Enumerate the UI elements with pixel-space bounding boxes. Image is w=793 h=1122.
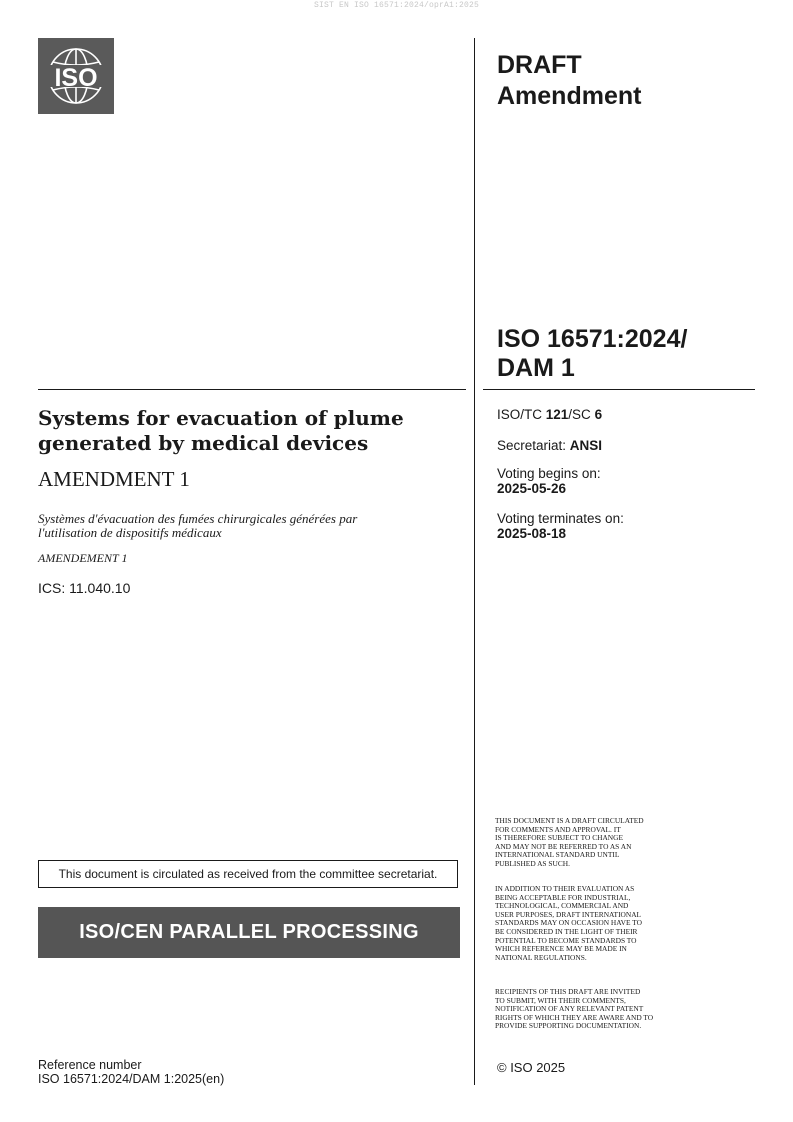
secretariat-label: Secretariat: bbox=[497, 438, 570, 453]
voting-ends-label: Voting terminates on: bbox=[497, 511, 624, 526]
disclaimer-paragraph-3 bbox=[495, 988, 695, 1031]
parallel-processing-banner: ISO/CEN PARALLEL PROCESSING bbox=[38, 907, 460, 958]
disclaimer-line: POTENTIAL TO BECOME STANDARDS TO bbox=[495, 935, 637, 945]
amendment-line: Amendment bbox=[497, 82, 642, 110]
disclaimer-line: BE CONSIDERED IN THE LIGHT OF THEIR bbox=[495, 926, 638, 936]
disclaimer-line: IN ADDITION TO THEIR EVALUATION AS bbox=[495, 884, 635, 893]
sc-prefix: /SC bbox=[568, 407, 595, 422]
disclaimer-line: USER PURPOSES, DRAFT INTERNATIONAL bbox=[495, 909, 642, 919]
standard-number-line1: ISO 16571:2024/ bbox=[497, 325, 688, 353]
disclaimer-line: FOR COMMENTS AND APPROVAL. IT bbox=[495, 824, 621, 834]
disclaimer-line: TO SUBMIT, WITH THEIR COMMENTS, bbox=[495, 995, 626, 1005]
secretariat-info bbox=[497, 438, 602, 453]
voting-begins-label: Voting begins on: bbox=[497, 466, 601, 481]
disclaimer-paragraph-1 bbox=[495, 817, 695, 869]
disclaimer-line: PROVIDE SUPPORTING DOCUMENTATION. bbox=[495, 1021, 642, 1031]
standard-number-line2: DAM 1 bbox=[497, 354, 575, 382]
draft-heading bbox=[497, 50, 641, 112]
disclaimer-line: RECIPIENTS OF THIS DRAFT ARE INVITED bbox=[495, 987, 641, 996]
committee-info bbox=[497, 407, 602, 422]
committee-prefix: ISO/TC bbox=[497, 407, 546, 422]
disclaimer-line: WHICH REFERENCE MAY BE MADE IN bbox=[495, 944, 627, 954]
voting-begins bbox=[497, 466, 601, 496]
french-title-line1: Systèmes d'évacuation des fumées chirurgicales générées par bbox=[38, 511, 358, 526]
amendment-label: AMENDMENT 1 bbox=[38, 467, 190, 491]
left-divider bbox=[38, 389, 466, 390]
draft-line: DRAFT bbox=[497, 51, 582, 79]
french-amendment-label: AMENDEMENT 1 bbox=[38, 551, 128, 565]
disclaimer-line: THIS DOCUMENT IS A DRAFT CIRCULATED bbox=[495, 816, 644, 825]
voting-ends-date: 2025-08-18 bbox=[497, 526, 567, 541]
voting-terminates bbox=[497, 511, 624, 541]
sc-number: 6 bbox=[594, 407, 603, 422]
reference-label: Reference number bbox=[38, 1058, 142, 1072]
standard-number bbox=[497, 325, 687, 383]
secretariat-value: ANSI bbox=[569, 438, 603, 453]
french-title bbox=[38, 512, 458, 540]
disclaimer-line: NOTIFICATION OF ANY RELEVANT PATENT bbox=[495, 1004, 644, 1014]
voting-begins-date: 2025-05-26 bbox=[497, 481, 567, 496]
disclaimer-line: IS THEREFORE SUBJECT TO CHANGE bbox=[495, 833, 623, 843]
disclaimer-paragraph-2 bbox=[495, 885, 695, 962]
iso-logo bbox=[38, 38, 114, 114]
circulation-notice: This document is circulated as received from the committee secretariat. bbox=[38, 860, 458, 888]
iso-logo-text: ISO bbox=[54, 64, 98, 92]
vertical-divider bbox=[474, 38, 475, 1085]
disclaimer-line: NATIONAL REGULATIONS. bbox=[495, 952, 587, 962]
title-line2: generated by medical devices bbox=[38, 431, 369, 455]
copyright: © ISO 2025 bbox=[497, 1060, 566, 1075]
disclaimer-line: RIGHTS OF WHICH THEY ARE AWARE AND TO bbox=[495, 1012, 654, 1022]
disclaimer-line: STANDARDS MAY ON OCCASION HAVE TO bbox=[495, 918, 642, 928]
tc-number: 121 bbox=[545, 407, 569, 422]
disclaimer-line: AND MAY NOT BE REFERRED TO AS AN bbox=[495, 841, 632, 851]
watermark: SIST EN ISO 16571:2024/oprA1:2025 bbox=[313, 1, 480, 10]
disclaimer-line: TECHNOLOGICAL, COMMERCIAL AND bbox=[495, 901, 629, 911]
reference-number bbox=[38, 1059, 224, 1086]
title-line1: Systems for evacuation of plume bbox=[38, 406, 404, 430]
iso-globe-icon bbox=[38, 38, 114, 114]
disclaimer-line: INTERNATIONAL STANDARD UNTIL bbox=[495, 850, 620, 860]
ics-code: ICS: 11.040.10 bbox=[38, 580, 131, 596]
french-title-line2: l'utilisation de dispositifs médicaux bbox=[38, 525, 222, 540]
reference-value: ISO 16571:2024/DAM 1:2025(en) bbox=[38, 1071, 225, 1086]
document-title bbox=[38, 406, 458, 456]
right-divider bbox=[483, 389, 755, 390]
disclaimer-line: PUBLISHED AS SUCH. bbox=[495, 858, 570, 868]
disclaimer-line: BEING ACCEPTABLE FOR INDUSTRIAL, bbox=[495, 892, 631, 902]
